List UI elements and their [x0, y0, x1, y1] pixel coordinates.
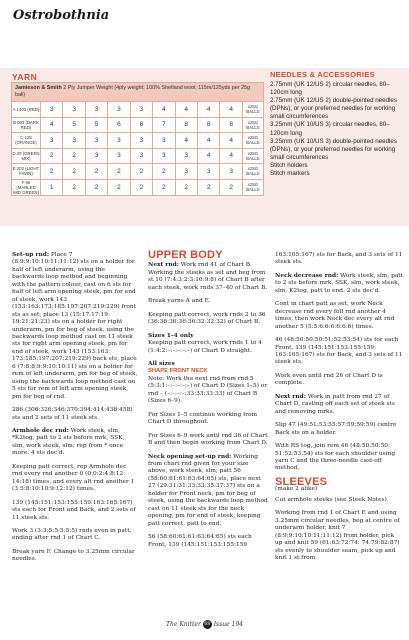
yarn-colour-label: E 202 (LIGHT FAWN) [12, 164, 41, 180]
paragraph [12, 428, 138, 458]
yarn-ball-count: 3 [63, 133, 85, 149]
needles-panel [270, 70, 404, 178]
yarn-ball-count: 3 [175, 148, 197, 164]
paragraph [148, 262, 268, 292]
yarn-ball-count: 4 [175, 133, 197, 149]
yarn-ball-count: 2 [130, 164, 152, 180]
paragraph: With RS tog, join rem 46 (48:50:50:50: 51:52:53:54) sts for each shoulder using yarn C and the three-needle cast-off method. [275, 443, 396, 472]
yarn-ball-count: 3 [197, 164, 219, 180]
yarn-colour-label: C 125 (ORANGE) [12, 133, 41, 149]
yarn-ball-count: 1 [41, 179, 63, 195]
yarn-ball-count: 3 [108, 102, 130, 118]
paragraph [148, 361, 268, 368]
yarn-ball-count: 4 [41, 117, 63, 133]
yarn-ball-count: 2 [85, 179, 107, 195]
yarn-ball-count: 7 [153, 117, 175, 133]
paragraph [275, 394, 403, 416]
yarn-row [12, 102, 264, 118]
yarn-ball-count: 2 [41, 148, 63, 164]
issue-number: Issue 194 [213, 621, 243, 628]
step-label: Neck opening set-up rnd: [148, 453, 232, 460]
yarn-row [12, 179, 264, 195]
column-2 [148, 249, 268, 555]
shape-front-neck-heading: SHAPE FRONT NECK [148, 368, 208, 375]
step-text: Work steek, slm, patt to 2 sts before mrk, SSK, slm, work steek, slm, K2tog, patt to end. 2 sts dec'd. [275, 272, 404, 294]
needles-item: 3.25mm (UK 10/US 3) circular needles, 80–120cm long [270, 121, 390, 137]
yarn-ball-count: 3 [130, 133, 152, 149]
paragraph: 139 (145:151:153:155:159:163:165:167) sts each for Front and Back, and 2 sets of 11 steek sts. [12, 499, 136, 521]
paragraph: 56 (58:60:61:61:63:64:65) sts each Front, 139 (145:151:153:155:159 [148, 534, 252, 548]
step-text: Work steek, slm, *K2tog, patt to 2 sts before mrk, SSK, slm, work steek, slm; rep from * once more. 4 sts dec'd. [12, 427, 125, 457]
yarn-ball-count: 8 [175, 117, 197, 133]
yarn-ball-count: 5 [85, 117, 107, 133]
yarn-ball-count: 5 [63, 117, 85, 133]
paragraph [12, 252, 138, 401]
paragraph: Break yarn F. Change to 3.25mm circular needles. [12, 548, 135, 563]
yarn-ball-count: 4 [153, 102, 175, 118]
paragraph [148, 333, 268, 340]
sleeves-subheading: (make 2 alike) [275, 486, 318, 493]
paragraph: 163:165:167) sts for Back, and 3 sets of 11 steek sts. [275, 252, 403, 266]
yarn-ball-count: 6 [130, 117, 152, 133]
yarn-row [12, 164, 264, 180]
column-3 [275, 252, 403, 568]
yarn-unit: x25G BALLS [243, 117, 264, 133]
step-label: Neck decrease rnd: [275, 272, 339, 279]
yarn-caption [12, 83, 264, 102]
yarn-table [11, 82, 264, 196]
page-title: Ostrobothnia [13, 8, 110, 23]
section-heading-sleeves: SLEEVES [275, 475, 328, 488]
yarn-ball-count: 4 [175, 102, 197, 118]
yarn-ball-count: 4 [220, 148, 243, 164]
yarn-heading: YARN [12, 72, 38, 82]
yarn-ball-count: 3 [130, 102, 152, 118]
step-text: Place 7 (8:9:9:10:10:11:11:12) sts on a holder for half of left underarm, using the backwards loop method and beginning with the pattern colour, cast on 6 sts for half of left arm opening steek, pm for end of steek, work 143 (153:163:173:185:197:207:219:229) front sts as set, place 13 (15:17:17:19: 19:21:21:23) sts on a holder for right underarm, pm for beg of steek, using the backwards loop method cast on 11 steek sts for right arm opening steek, pm for end of steek, work 143 (153:163: 173:185:197:207:219:229) back sts, place 6 (7:8:8:9:9:10:10:11) sts on a holder for rem of left underarm, pm for beg of steek, using the backwards loop method cast on 5 sts for rem of left arm opening steek, pm for beg of rnd. [12, 252, 138, 400]
yarn-ball-count: 2 [197, 179, 219, 195]
yarn-ball-count: 2 [153, 179, 175, 195]
yarn-ball-count: 2 [175, 179, 197, 195]
paragraph: 46 (48:50:50:50:51:52:53:54) sts for each Front, 139 (145:151:153:155:159: 163:165:167) sts for Back, and 3 sets of 11 steek sts. [275, 337, 403, 366]
paragraph: 286 (306:326:346:370:394:414:438:458) sts and 2 sets of 11 steek sts. [12, 407, 133, 421]
paragraph: Keeping patt correct, work rnds 2 to 36 (36:36:36:36:36:32:32:32) of Chart B. [148, 311, 266, 326]
yarn-ball-count: 2 [108, 164, 130, 180]
needles-item: Stitch holders [270, 161, 308, 169]
step-text: Working from chart rnd given for your size above, work steek, slm, patt 56 (58:60:61:61:63:64:65) sts, place next 27 (29:31:31:33:33:35:37:37) sts on a holder for Front neck, pm for beg of steek, using the backwards loop method cast on 11 steek sts for the neck opening, pm for end of steek, keeping patt correct, patt to end. [148, 453, 268, 527]
yarn-unit: x25G BALLS [243, 164, 264, 180]
yarn-ball-count: 4 [197, 102, 219, 118]
yarn-ball-count: 2 [130, 179, 152, 195]
sizes-heading: Sizes 1–4 only [148, 332, 194, 339]
paragraph: Slip 47 (49:51:53:55:57:59:59:59) centre Back sts on a holder. [275, 422, 397, 436]
paragraph: Cut armhole steeks (see Steek Notes). [275, 496, 389, 503]
yarn-ball-count: 2 [41, 164, 63, 180]
yarn-colour-label: F 65 (MARLED MID GREEN) [13, 179, 39, 195]
paragraph [275, 273, 403, 295]
needles-item: 2.75mm (UK 12/US 2) double-pointed needles (DPNs), or your preferred needles for working small circumferences [270, 97, 397, 121]
yarn-ball-count: 3 [130, 148, 152, 164]
paragraph: Working from rnd 1 of Chart E and using 3.25mm circular needles, beg at centre of underarm holder, knit 7 (8:9:9:10:10:11:11:12) from holder, pick up and knit 59 (61:63:72:74: 74:79:82:87) sts evenly to shoulder seam, pick up and knit 1 st from [275, 510, 400, 561]
step-text: Work in patt from rnd 27 of Chart D, casting off each set of steek sts and removing mrks. [275, 393, 395, 415]
yarn-colour-label: D 29 (GREEN MIX) [12, 148, 41, 164]
step-label: Set-up rnd: [12, 252, 50, 258]
all-sizes-heading: All sizes [148, 360, 175, 367]
yarn-row [12, 117, 264, 133]
yarn-colour-label: A 1403 (RED) [12, 102, 41, 118]
needles-heading: NEEDLES & ACCESSORIES [270, 70, 375, 79]
section-heading-upper-body: UPPER BODY [148, 249, 223, 261]
yarn-ball-count: 2 [63, 179, 85, 195]
step-label: Armhole dec rnd: [12, 427, 69, 434]
step-label: Next rnd: [275, 393, 306, 400]
paragraph: Cont in chart patt as set, work Neck decrease rnd every foll rnd another 4 times, then work Neck dec every alt rnd another 5 (5:5:6:6:6:6:6:6) times. [275, 301, 395, 330]
yarn-ball-count: 3 [41, 102, 63, 118]
yarn-ball-count: 4 [220, 102, 243, 118]
needles-item: 3.25mm (UK 10/US 3) double-pointed needles (DPNs), or your preferred needles for working small circumferences [270, 137, 397, 161]
yarn-ball-count: 3 [153, 148, 175, 164]
yarn-unit: x25G BALLS [243, 179, 264, 195]
step-label: Next rnd: [148, 262, 179, 269]
yarn-ball-count: 3 [220, 164, 243, 180]
paragraph: Keeping patt correct, work rnds 1 to 4 (1:4:2:–:–:–:–:–) of Chart D straight. [148, 340, 262, 354]
yarn-brand: Jamieson & Smith [15, 85, 62, 91]
yarn-ball-count: 2 [153, 164, 175, 180]
yarn-description: 2 Ply Jumper Weight (4ply weight; 100% Shetland wool; 115m/125yds per 25g ball) [15, 85, 251, 98]
yarn-ball-count: 4 [197, 148, 219, 164]
yarn-ball-count: 6 [108, 117, 130, 133]
page-number: 68 [204, 622, 211, 627]
yarn-ball-count: 8 [197, 117, 219, 133]
paragraph: Work 3 (3:3:5:5:5:5:5) rnds even in patt, ending after rnd 1 of Chart C. [12, 527, 132, 542]
step-text: Work rnd 41 of Chart B. Working the steeks as set and beg from st 10 (7:4:3:2:3:10:9:8) of Chart B after each steek, work rnds 37–40 of Chart B. [148, 262, 268, 291]
yarn-ball-count: 3 [85, 133, 107, 149]
yarn-unit: x25G BALLS [243, 133, 264, 149]
yarn-ball-count: 3 [108, 148, 130, 164]
yarn-ball-count: 2 [63, 164, 85, 180]
needles-item: 2.75mm (UK 12/US 2) circular needles, 80–120cm long [270, 81, 390, 97]
yarn-row [12, 133, 264, 149]
yarn-ball-count: 8 [220, 117, 243, 133]
yarn-ball-count: 3 [175, 164, 197, 180]
yarn-ball-count: 3 [85, 148, 107, 164]
paragraph: Break yarns A and E. [148, 298, 211, 305]
yarn-ball-count: 3 [41, 133, 63, 149]
yarn-colour-label: B 093 (DARK RED) [12, 117, 41, 133]
needles-item: Stitch markers [270, 170, 310, 178]
yarn-ball-count: 4 [197, 133, 219, 149]
paragraph: For Sizes 1–5 continue working from Chart D throughout. [148, 411, 258, 426]
yarn-ball-count: 2 [63, 148, 85, 164]
column-1 [12, 252, 138, 570]
yarn-row [12, 148, 264, 164]
yarn-unit: x25G BALLS [243, 102, 264, 118]
yarn-ball-count: 2 [85, 164, 107, 180]
yarn-ball-count: 2 [220, 179, 243, 195]
paragraph: Keeping patt correct, rep Armhole dec rnd every rnd another 0 (0:0:2:4:8:12: 14:18) times, and every alt rnd another 1 (3:5:8:10:10:9:12:12) times. [12, 463, 135, 493]
magazine-name: The Knitter [166, 621, 201, 628]
yarn-unit: x25G BALLS [243, 148, 264, 164]
yarn-ball-count: 3 [108, 133, 130, 149]
yarn-ball-count: 2 [108, 179, 130, 195]
paragraph: Work even until rnd 26 of Chart D is complete. [275, 372, 383, 387]
yarn-ball-count: 4 [220, 133, 243, 149]
paragraph [148, 454, 268, 529]
yarn-ball-count: 3 [85, 102, 107, 118]
yarn-ball-count: 3 [63, 102, 85, 118]
paragraph: Note: Work the next rnd from rnd 5 (5:3:1:–:–:–:–:–) of Chart D (Sizes 1–5) or rnd – (–:–:–:–:33:33:33:33) of Chart B (Sizes 6–9). [148, 375, 268, 405]
yarn-ball-count: 3 [153, 133, 175, 149]
paragraph: For Sizes 6–9 work until rnd 36 of Chart B and then begin working from Chart D. [148, 432, 268, 447]
page-footer [0, 620, 409, 629]
